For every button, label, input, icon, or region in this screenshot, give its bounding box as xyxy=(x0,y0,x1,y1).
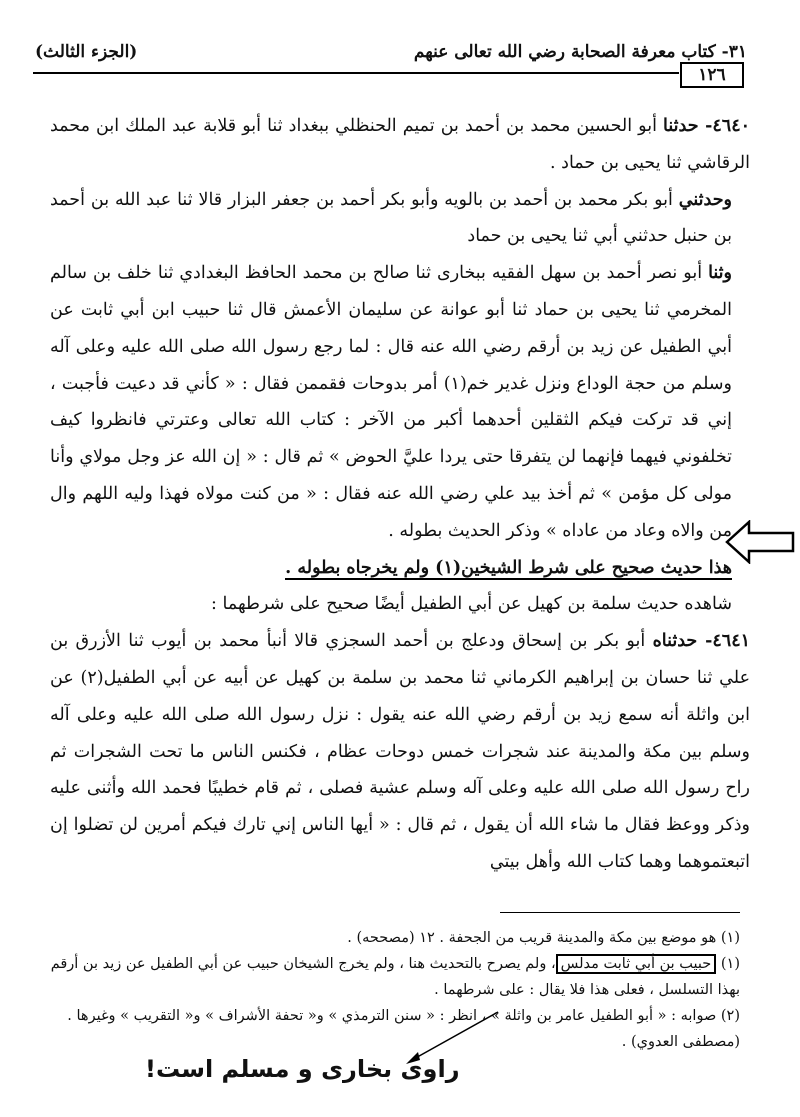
page-number: ١٢٦ xyxy=(680,62,744,88)
chain-3: وثنا أبو نصر أحمد بن سهل الفقيه ببخارى ثنا صالح بن محمد الحافظ البغدادي ثنا خلف بن سالم المخرمي ثنا يحيى بن حماد ثنا أبو عوانة عن سليمان الأعمش قال ثنا حبيب ابن أبي ثابت عن أبي الطفيل عن زيد بن أرقم رضي الله عنه قال : لما رجع رسول الله صلى الله عليه وعلى آله وسلم من حجة الوداع ونزل غدير خم(١) أمر بدوحات فقممن فقال : « كأني قد دعيت فأجبت ، إني قد تركت فيكم الثقلين أحدهما أكبر من الآخر : كتاب الله تعالى وعترتي فانظروا كيف تخلفوني فيهما فإنهما لن يتفرقا حتى يردا عليَّ الحوض » ثم قال : « إن الله عز وجل مولاي وأنا مولى كل مؤمن » ثم أخذ بيد علي رضي الله عنه فقال : « من كنت مولاه فهذا وليه اللهم وال من والاه وعاد من عاداه » وذكر الحديث بطوله . xyxy=(50,263,732,541)
hadith-4640: ٤٦٤٠- حدثنا أبو الحسين محمد بن أحمد بن تميم الحنظلي ببغداد ثنا أبو قلابة عبد الملك ابن محمد الرقاشي ثنا يحيى بن حماد . xyxy=(50,116,750,173)
footnote-rule xyxy=(500,912,740,913)
main-text xyxy=(50,108,750,881)
verdict: هذا حديث صحيح على شرط الشيخين(١) ولم يخرجاه بطوله . xyxy=(285,557,732,578)
footnote-1: (١) هو موضع بين مكة والمدينة قريب من الجحفة . ١٢ (مصححه) . xyxy=(347,930,740,946)
header-rule xyxy=(33,72,679,74)
boxed-narrator: حبيب بن أبي ثابت مدلس xyxy=(556,954,717,974)
chapter-title: ٣١- كتاب معرفة الصحابة رضي الله تعالى عنهم xyxy=(413,42,747,62)
chain-2: وحدثني أبو بكر محمد بن أحمد بن بالويه وأبو بكر أحمد بن جعفر البزار قالا ثنا عبد الله بن أحمد بن حنبل حدثني أبي ثنا يحيى بن حماد xyxy=(50,189,732,247)
footnote-3: (٢) صوابه : « أبو الطفيل عامر بن واثلة » ، انظر : « سنن الترمذي » و« تحفة الأشراف » و« التقريب » وغيرها . (مصطفى العدوي) . xyxy=(67,1008,740,1050)
handwritten-annotation: راوی بخاری و مسلم است! xyxy=(145,1055,460,1083)
footnote-2: (١) حبيب بن أبي ثابت مدلس، ولم يصرح بالتحديث هنا ، ولم يخرج الشيخان حبيب عن أبي الطفيل عن زيد بن أرقم بهذا التسلسل ، فعلى هذا فلا يقال : على شرطهما . xyxy=(50,956,740,998)
witness: شاهده حديث سلمة بن كهيل عن أبي الطفيل أيضًا صحيح على شرطهما : xyxy=(211,594,732,615)
page-header xyxy=(35,42,747,70)
left-arrow-icon xyxy=(725,520,795,564)
hadith-4641: ٤٦٤١- حدثناه أبو بكر بن إسحاق ودعلج بن أحمد السجزي قالا أنبأ محمد بن أيوب ثنا الأزرق بن علي ثنا حسان بن إبراهيم الكرماني ثنا محمد بن سلمة بن كهيل عن أبيه عن أبي الطفيل(٢) عن ابن واثلة أنه سمع زيد بن أرقم رضي الله عنه يقول : نزل رسول الله صلى الله عليه وعلى آله وسلم بين مكة والمدينة عند شجرات خمس دوحات عظام ، فكنس الناس ما تحت الشجرات ثم راح رسول الله صلى الله عليه وعلى آله وسلم عشية فصلى ، ثم قام خطيبًا فحمد الله وأثنى عليه وذكر ووعظ فقال ما شاء الله أن يقول ، ثم قال : « أيها الناس إني تارك فيكم أمرين لن تضلوا إن اتبعتموهما وهما كتاب الله وأهل بيتي xyxy=(50,631,751,872)
volume-label: (الجزء الثالث) xyxy=(35,42,138,62)
footnotes xyxy=(40,925,740,1055)
